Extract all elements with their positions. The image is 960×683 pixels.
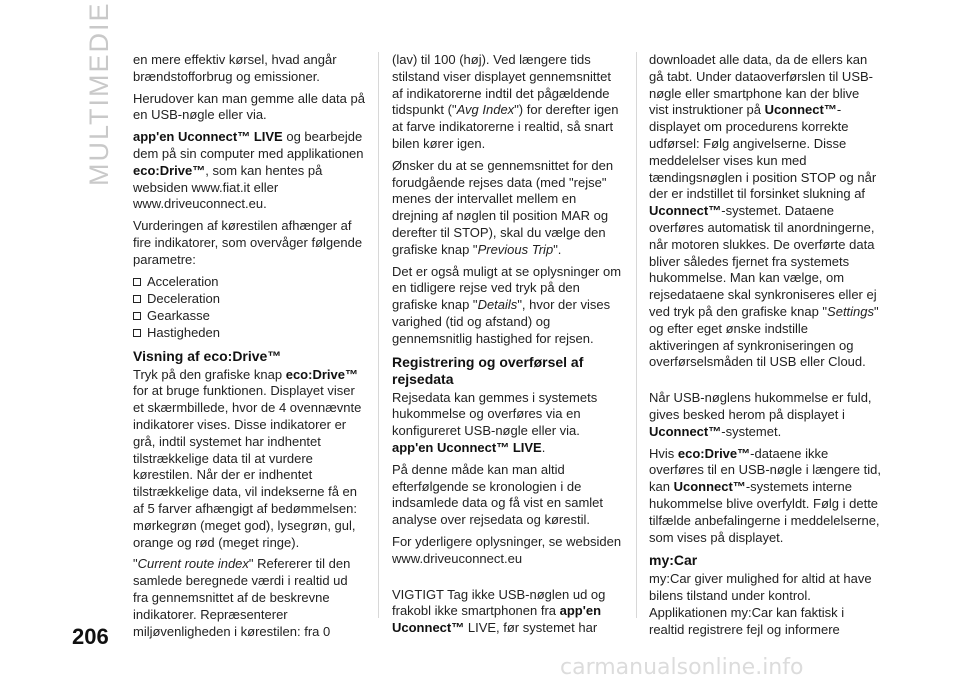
paragraph: Ønsker du at se gennemsnittet for den forudgående rejses data (med "rejse" menes der intervallet mellem en drejning af nøglen til position MAR og derefter til STOP), skal du vælge den grafiske knap "Previous Trip".: [392, 157, 614, 257]
paragraph: Vurderingen af kørestilen afhænger af fire indikatorer, som overvåger følgende parametre:: [133, 218, 363, 267]
column-3: [649, 52, 881, 644]
page-number: 206: [72, 624, 109, 649]
checkbox-icon: [133, 312, 141, 320]
paragraph: Herudover kan man gemme alle data på en USB-nøgle eller via.: [133, 90, 365, 123]
paragraph: app'en Uconnect™ LIVE.: [392, 439, 546, 455]
column-2: [392, 52, 624, 642]
column-divider: [636, 52, 637, 618]
watermark: carmanualsonline.info: [560, 655, 804, 680]
paragraph: VIGTIGT Tag ikke USB-nøglen ud og frakobl ikke smartphonen fra app'en Uconnect™ LIVE, før systemet har: [392, 586, 606, 636]
paragraph: For yderligere oplysninger, se websiden www.driveuconnect.eu: [392, 533, 622, 566]
column-1: [133, 52, 365, 645]
section-heading: my:Car: [649, 552, 698, 569]
column-divider: [378, 52, 379, 618]
list-item: Hastigheden: [133, 325, 365, 342]
checkbox-icon: [133, 329, 141, 337]
paragraph: app'en Uconnect™ LIVE og bearbejde dem på sin computer med applikationen eco:Drive™, som kan hentes på websiden www.fiat.it eller www.driveuconnect.eu.: [133, 129, 364, 212]
section-title: MULTIMEDIE: [84, 1, 114, 186]
paragraph: downloadet alle data, da de ellers kan gå tabt. Under dataoverførslen til USB-nøgle eller smartphone kan der blive vist instruktioner på Uconnect™-displayet om procedurens korrekte udførsel: Følg angivelserne. Disse meddelelser vises kun med tændingsnøglen i position STOP og når der er indstillet til forsinket slukning af Uconnect™-systemet. Dataene overføres automatisk til anordningerne, når motoren slukkes. De overførte data bliver således fjernet fra systemets hukommelse. Man kan vælge, om rejsedataene skal synkroniseres eller ej ved tryk på den grafiske knap "Settings" og efter eget ønske indstille aktiveringen af synkroniseringen og overførselsmåden til USB eller Cloud.: [649, 52, 879, 370]
paragraph: en mere effektiv kørsel, hvad angår brændstofforbrug og emissioner.: [133, 52, 337, 84]
list-item: Gearkasse: [133, 308, 365, 325]
section-heading: Visning af eco:Drive™: [133, 347, 282, 364]
checkbox-icon: [133, 295, 141, 303]
paragraph: Det er også muligt at se oplysninger om en tidligere rejse ved tryk på den grafiske knap "Details", hvor der vises varighed (tid og afstand) og gennemsnitlig hastighed for rejsen.: [392, 263, 622, 346]
paragraph: my:Car giver mulighed for altid at have bilens tilstand under kontrol. Applikationen my:Car kan faktisk i realtid registrere fejl og informere: [649, 571, 872, 637]
checkbox-icon: [133, 278, 141, 286]
paragraph: På denne måde kan man altid efterfølgende se kronologien i de indsamlede data og få vist en samlet analyse over rejsedata og kørestil.: [392, 461, 604, 528]
list-item: Acceleration: [133, 274, 365, 291]
paragraph: (lav) til 100 (høj). Ved længere tids stilstand viser displayet gennemsnittet af indikatorerne indtil det pågældende tidspunkt ("Avg Index") for derefter igen at farve indikatorerne i realtid, så snart bilen kører igen.: [392, 52, 619, 151]
paragraph: Hvis eco:Drive™-dataene ikke overføres til en USB-nøgle i længere tid, kan Uconnect™-systemets interne hukommelse blive overfyldt. Følg i dette tilfælde anbefalingerne i meddelelserne, som vises på displayet.: [649, 445, 881, 545]
paragraph: Tryk på den grafiske knap eco:Drive™ for at bruge funktionen. Displayet viser et skærmbillede, hvor de 4 ovennævnte indikatorer vises. Disse indikatorer er grå, indtil systemet har indhentet tilstrækkelige data til at vurdere kørestilen. Når der er indhentet tilstrækkelige data, vil indekserne få en af 5 farver afhængigt af bedømmelsen: mørkegrøn (meget god), lysegrøn, gul, orange og rød (meget ringe).: [133, 366, 362, 550]
paragraph: Når USB-nøglens hukommelse er fuld, gives besked herom på displayet i Uconnect™-systemet.: [649, 390, 872, 439]
list-item: Deceleration: [133, 291, 365, 308]
paragraph: Rejsedata kan gemmes i systemets hukommelse og overføres via en konfigureret USB-nøgle eller via.: [392, 389, 598, 439]
paragraph: "Current route index" Refererer til den samlede beregnede værdi i realtid ud fra gennemsnittet af de beskrevne indikatorer. Repræsenterer miljøvenligheden i kørestilen: fra 0: [133, 556, 351, 639]
section-heading: Registrering og overførsel af rejsedata: [392, 353, 584, 387]
parameter-list: [133, 274, 365, 342]
